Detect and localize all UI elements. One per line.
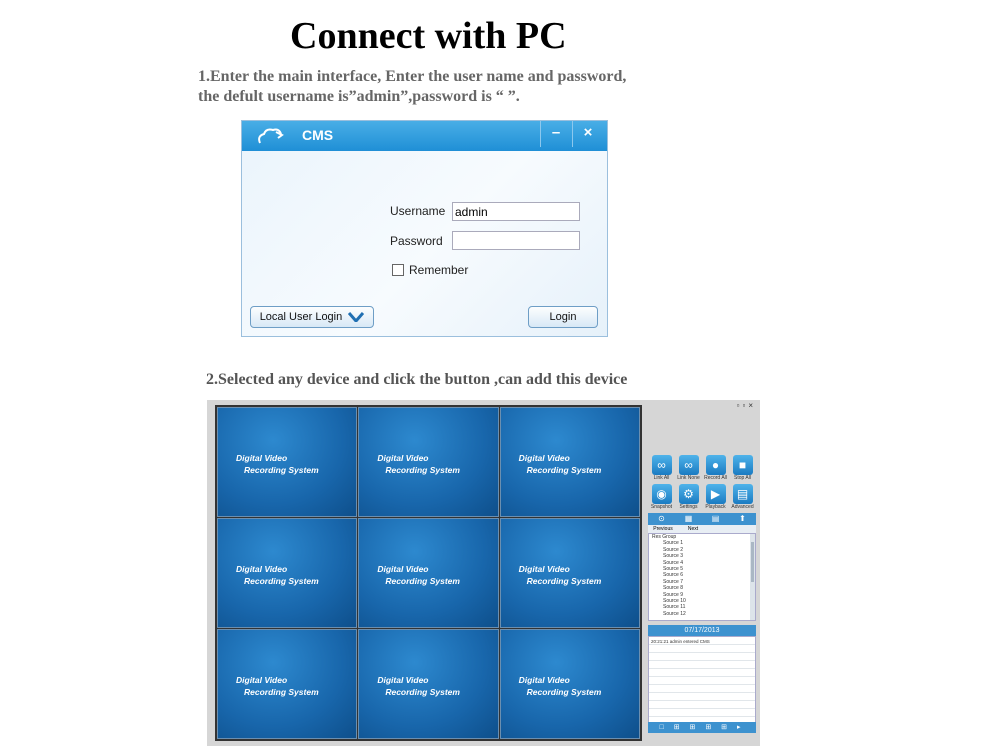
video-channel[interactable] — [500, 407, 640, 517]
snapshot-icon: ◉ — [652, 484, 672, 504]
device-item[interactable]: Source 10 — [663, 598, 686, 605]
toolbar-label: Playback — [705, 504, 726, 510]
link-none-icon: ∞ — [679, 455, 699, 475]
link-none-button[interactable] — [675, 455, 702, 482]
cloud-logo-icon — [256, 126, 288, 146]
dvr-line-1: Digital Video — [518, 564, 570, 574]
toolbar-label: Snapshot — [650, 504, 673, 510]
video-channel[interactable] — [358, 518, 498, 628]
stop-all-icon: ■ — [733, 455, 753, 475]
dvr-line-2: Recording System — [526, 576, 602, 586]
video-channel[interactable] — [217, 518, 357, 628]
chevron-down-icon — [348, 312, 364, 322]
local-user-login-label: Local User Login — [259, 311, 343, 323]
video-channel[interactable] — [500, 629, 640, 739]
step-1-line-2: the defult username is”admin”,password is “ ”. — [198, 88, 520, 105]
toolbar-label: Record All — [704, 475, 727, 481]
tree-scrollbar[interactable] — [750, 534, 755, 620]
dvr-line-1: Digital Video — [236, 675, 288, 685]
step-1-line-1: 1.Enter the main interface, Enter the user name and password, — [198, 68, 627, 85]
device-item[interactable]: Source 1 — [663, 540, 684, 547]
dvr-line-1: Digital Video — [236, 453, 288, 463]
tab-next[interactable]: Next — [687, 526, 699, 532]
dvr-logo-text — [236, 452, 319, 476]
dvr-logo-text — [236, 674, 319, 698]
device-item[interactable]: Source 11 — [663, 604, 686, 611]
advanced-button[interactable] — [729, 484, 756, 511]
login-title-bar — [242, 121, 607, 151]
device-item[interactable]: Source 12 — [663, 610, 686, 617]
dvr-logo-text — [519, 452, 602, 476]
login-button[interactable]: Login — [528, 306, 598, 328]
dvr-logo-text — [377, 674, 460, 698]
toolbar-label: Stop All — [734, 475, 751, 481]
snapshot-button[interactable] — [648, 484, 675, 511]
playback-icon: ▶ — [706, 484, 726, 504]
playback-button[interactable] — [702, 484, 729, 511]
panel-tab-icon[interactable]: ⬆ — [739, 514, 746, 523]
tree-root-group[interactable]: Res Group — [652, 534, 677, 540]
device-item[interactable]: Source 6 — [663, 572, 684, 579]
step-2-instructions: 2.Selected any device and click the button ,can add this device — [206, 371, 628, 388]
username-label: Username — [390, 204, 446, 218]
close-button[interactable]: × — [572, 121, 603, 147]
toolbar-label: Advanced — [731, 504, 754, 510]
login-dialog — [241, 120, 608, 337]
dvr-line-1: Digital Video — [377, 564, 429, 574]
dvr-logo-text — [377, 563, 460, 587]
stop-all-button[interactable] — [729, 455, 756, 482]
device-item[interactable]: Source 5 — [663, 566, 684, 573]
dvr-logo-text — [519, 563, 602, 587]
dvr-line-1: Digital Video — [236, 564, 288, 574]
dvr-line-2: Recording System — [526, 687, 602, 697]
video-channel[interactable] — [217, 629, 357, 739]
panel-subtabs — [648, 525, 756, 533]
log-date: 07/17/2013 — [648, 625, 756, 636]
toolbar-label: Settings — [679, 504, 698, 510]
dvr-line-1: Digital Video — [377, 453, 429, 463]
dvr-line-2: Recording System — [385, 465, 460, 475]
window-controls[interactable]: ▫▫× — [736, 401, 756, 410]
settings-icon: ⚙ — [679, 484, 699, 504]
app-name: CMS — [302, 127, 334, 143]
toolbar-label: Link None — [677, 475, 700, 481]
dvr-line-2: Recording System — [244, 465, 319, 475]
username-input[interactable] — [452, 202, 580, 221]
log-entry: 20:21:21 admin entered CMS — [651, 639, 710, 644]
dvr-logo-text — [519, 674, 602, 698]
page-title: Connect with PC — [290, 15, 567, 57]
toolbar-label: Link All — [653, 475, 670, 481]
device-item[interactable]: Source 7 — [663, 578, 684, 585]
dvr-logo-text — [377, 452, 460, 476]
panel-tab-icon[interactable]: ⊙ — [658, 514, 665, 523]
remember-checkbox[interactable] — [392, 264, 404, 276]
dvr-line-2: Recording System — [385, 576, 460, 586]
control-panel — [648, 455, 756, 728]
panel-tab-icon[interactable]: ▤ — [711, 514, 720, 523]
remember-label: Remember — [409, 263, 469, 277]
device-item[interactable]: Source 3 — [663, 553, 684, 560]
device-item[interactable]: Source 2 — [663, 546, 684, 553]
link-all-icon: ∞ — [652, 455, 672, 475]
dvr-line-2: Recording System — [385, 687, 460, 697]
video-channel[interactable] — [217, 407, 357, 517]
panel-tabs — [648, 513, 756, 525]
dvr-line-1: Digital Video — [518, 453, 570, 463]
dvr-line-1: Digital Video — [518, 675, 570, 685]
dvr-line-2: Recording System — [244, 576, 319, 586]
tab-previous[interactable]: Previous — [653, 526, 673, 532]
video-channel[interactable] — [500, 518, 640, 628]
dvr-line-1: Digital Video — [377, 675, 429, 685]
link-all-button[interactable] — [648, 455, 675, 482]
dvr-line-2: Recording System — [244, 687, 319, 697]
layout-toolbar[interactable]: □ ⊞ ⊞ ⊞ ⊞ ▸ — [648, 722, 756, 733]
advanced-icon: ▤ — [733, 484, 753, 504]
record-all-button[interactable] — [702, 455, 729, 482]
minimize-button[interactable]: – — [540, 121, 571, 147]
device-item[interactable]: Source 8 — [663, 585, 684, 592]
password-input[interactable] — [452, 231, 580, 250]
dvr-line-2: Recording System — [526, 465, 602, 475]
panel-tab-icon[interactable]: ▦ — [684, 514, 693, 523]
step-1-instructions — [198, 67, 626, 107]
dvr-logo-text — [236, 563, 319, 587]
video-channel[interactable] — [358, 407, 498, 517]
device-item[interactable]: Source 4 — [663, 559, 684, 566]
password-label: Password — [390, 234, 443, 248]
toolbar-buttons — [648, 455, 756, 511]
settings-button[interactable] — [675, 484, 702, 511]
video-channel[interactable] — [358, 629, 498, 739]
local-user-login-button[interactable] — [250, 306, 374, 328]
cms-main-window — [207, 400, 760, 746]
record-all-icon: ● — [706, 455, 726, 475]
video-grid — [215, 405, 642, 741]
event-log — [648, 636, 756, 728]
device-item[interactable]: Source 9 — [663, 591, 684, 598]
device-tree[interactable] — [648, 533, 756, 621]
